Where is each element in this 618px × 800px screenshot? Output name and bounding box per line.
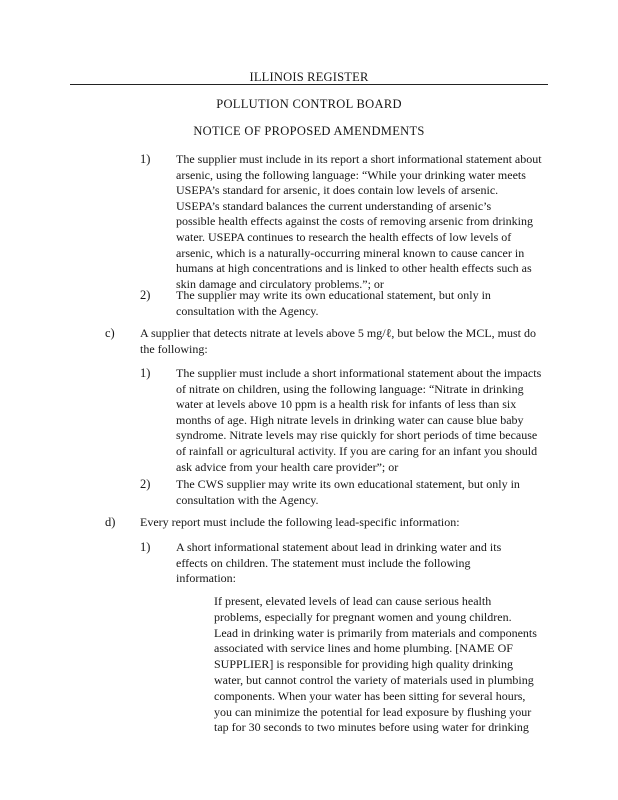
register-title: ILLINOIS REGISTER — [249, 70, 369, 84]
item-label: d) — [105, 515, 116, 529]
notice-title: NOTICE OF PROPOSED AMENDMENTS — [193, 124, 425, 138]
item-label: 2) — [140, 288, 151, 302]
item-text: A supplier that detects nitrate at levels above 5 mg/ℓ, but below the MCL, must do the following: — [140, 326, 537, 356]
board-title: POLLUTION CONTROL BOARD — [216, 97, 402, 111]
item-label: 1) — [140, 152, 151, 166]
item-text: The supplier must include in its report a short informational statement about arsenic, using the following language: “While your drinking water meets USEPA’s standard for arsenic, it does contain low levels of arsenic. USEPA’s standard balances the current understanding of arsenic’s possible health effects against the costs of removing arsenic from drinking water. USEPA continues to research the health effects of low levels of arsenic, which is a naturally-occurring mineral known to cause cancer in humans at high concentrations and is linked to other health effects such as skin damage and circulatory problems.”; or — [176, 152, 542, 291]
item-text: The supplier may write its own educational statement, but only in consultation with the Agency. — [176, 288, 491, 318]
item-label: c) — [105, 326, 115, 340]
item-label: 1) — [140, 540, 151, 554]
item-label: 1) — [140, 366, 151, 380]
header-rule — [70, 84, 548, 85]
item-text: The supplier must include a short informational statement about the impacts of nitrate on children, using the following language: “Nitrate in drinking water at levels above 10 ppm is a health risk for infants of less than six months of age. High nitrate levels in drinking water can cause blue baby syndrome. Nitrate levels may rise quickly for short periods of time because of rainfall or agricultural activity. If you are caring for an infant you should ask advice from your health care provider”; or — [176, 366, 542, 474]
lead-statement-quote: If present, elevated levels of lead can cause serious health problems, especially for pregnant women and young children. Lead in drinking water is primarily from materials and components associated with service lines and home plumbing. [NAME OF SUPPLIER] is responsible for providing high quality drinking water, but cannot control the variety of materials used in plumbing components. When your water has been sitting for several hours, you can minimize the potential for lead exposure by flushing your tap for 30 seconds to two minutes before using water for drinking — [214, 594, 537, 735]
item-label: 2) — [140, 477, 151, 491]
item-text: The CWS supplier may write its own educational statement, but only in consultation with the Agency. — [176, 477, 520, 507]
item-text: Every report must include the following lead-specific information: — [140, 515, 460, 529]
item-text: A short informational statement about lead in drinking water and its effects on children. The statement must include the following information: — [176, 540, 502, 586]
